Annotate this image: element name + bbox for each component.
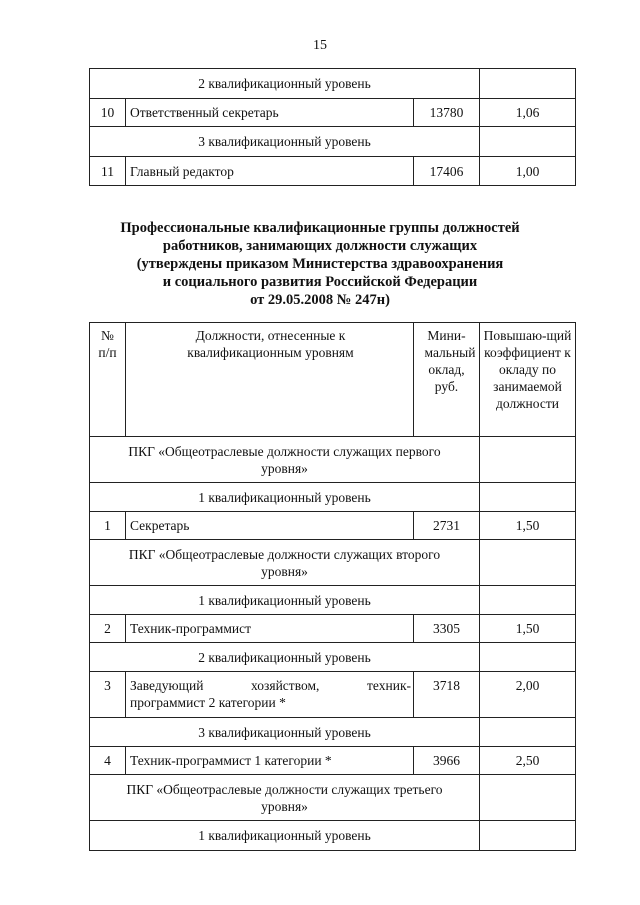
minimum-salary: 3718 <box>414 672 480 718</box>
header-salary: Мини-мальный оклад, руб. <box>414 323 480 437</box>
qualification-level-label: 3 квалификационный уровень <box>90 718 480 747</box>
minimum-salary: 3305 <box>414 615 480 643</box>
coefficient: 2,00 <box>480 672 576 718</box>
minimum-salary: 3966 <box>414 747 480 775</box>
row-number: 3 <box>90 672 126 718</box>
qualification-level-row <box>90 718 576 747</box>
professional-group-row <box>90 775 576 821</box>
table-header-row <box>90 323 576 437</box>
table-row <box>90 99 576 127</box>
heading-line: и социального развития Российской Федерации <box>162 274 478 290</box>
empty-cell <box>480 483 576 512</box>
qualification-level-row <box>90 586 576 615</box>
position-name: Ответственный секретарь <box>126 99 414 127</box>
professional-group-row <box>90 540 576 586</box>
empty-cell <box>480 821 576 851</box>
qualification-level-row <box>90 821 576 851</box>
position-name <box>126 672 414 718</box>
minimum-salary: 17406 <box>414 157 480 186</box>
row-number: 10 <box>90 99 126 127</box>
heading-line: от 29.05.2008 № 247н) <box>250 292 390 308</box>
table-row <box>90 747 576 775</box>
table-row <box>90 512 576 540</box>
empty-cell <box>480 643 576 672</box>
empty-cell <box>480 775 576 821</box>
table-row <box>90 672 576 718</box>
position-name: Главный редактор <box>126 157 414 186</box>
coefficient: 2,50 <box>480 747 576 775</box>
table-row <box>90 157 576 186</box>
table-row <box>90 615 576 643</box>
professional-group-row <box>90 437 576 483</box>
header-position: Должности, отнесенные к квалификационным уровням <box>126 323 414 437</box>
header-coefficient: Повышаю-щий коэффициент к окладу по занимаемой должности <box>480 323 576 437</box>
position-name: Секретарь <box>126 512 414 540</box>
empty-cell <box>480 127 576 157</box>
row-number: 11 <box>90 157 126 186</box>
section-heading <box>0 219 640 309</box>
professional-group-label: ПКГ «Общеотраслевые должности служащих третьего уровня» <box>90 775 480 821</box>
professional-group-label: ПКГ «Общеотраслевые должности служащих второго уровня» <box>90 540 480 586</box>
heading-line: работников, занимающих должности служащих <box>162 238 478 254</box>
page-number: 15 <box>313 38 327 53</box>
minimum-salary: 2731 <box>414 512 480 540</box>
salary-table-continuation <box>89 68 576 186</box>
coefficient: 1,50 <box>480 615 576 643</box>
qualification-level-row <box>90 69 576 99</box>
qualification-level-label: 1 квалификационный уровень <box>90 483 480 512</box>
salary-table <box>89 322 576 851</box>
qualification-level-row <box>90 643 576 672</box>
empty-cell <box>480 437 576 483</box>
empty-cell <box>480 586 576 615</box>
qualification-level-label: 3 квалификационный уровень <box>90 127 480 157</box>
coefficient: 1,06 <box>480 99 576 127</box>
qualification-level-label: 2 квалификационный уровень <box>90 643 480 672</box>
position-name: Техник-программист 1 категории * <box>126 747 414 775</box>
coefficient: 1,00 <box>480 157 576 186</box>
professional-group-label: ПКГ «Общеотраслевые должности служащих первого уровня» <box>90 437 480 483</box>
heading-line: Профессиональные квалификационные группы должностей <box>120 220 520 236</box>
coefficient: 1,50 <box>480 512 576 540</box>
row-number: 1 <box>90 512 126 540</box>
minimum-salary: 13780 <box>414 99 480 127</box>
empty-cell <box>480 718 576 747</box>
qualification-level-label: 2 квалификационный уровень <box>90 69 480 99</box>
qualification-level-row <box>90 127 576 157</box>
position-name: Техник-программист <box>126 615 414 643</box>
position-name-line: программист 2 категории * <box>130 695 286 710</box>
header-number: № п/п <box>90 323 126 437</box>
row-number: 2 <box>90 615 126 643</box>
empty-cell <box>480 69 576 99</box>
qualification-level-label: 1 квалификационный уровень <box>90 586 480 615</box>
qualification-level-row <box>90 483 576 512</box>
heading-line: (утверждены приказом Министерства здравоохранения <box>136 256 504 272</box>
empty-cell <box>480 540 576 586</box>
row-number: 4 <box>90 747 126 775</box>
position-name-line: Заведующий хозяйством, техник- <box>130 678 411 693</box>
qualification-level-label: 1 квалификационный уровень <box>90 821 480 851</box>
